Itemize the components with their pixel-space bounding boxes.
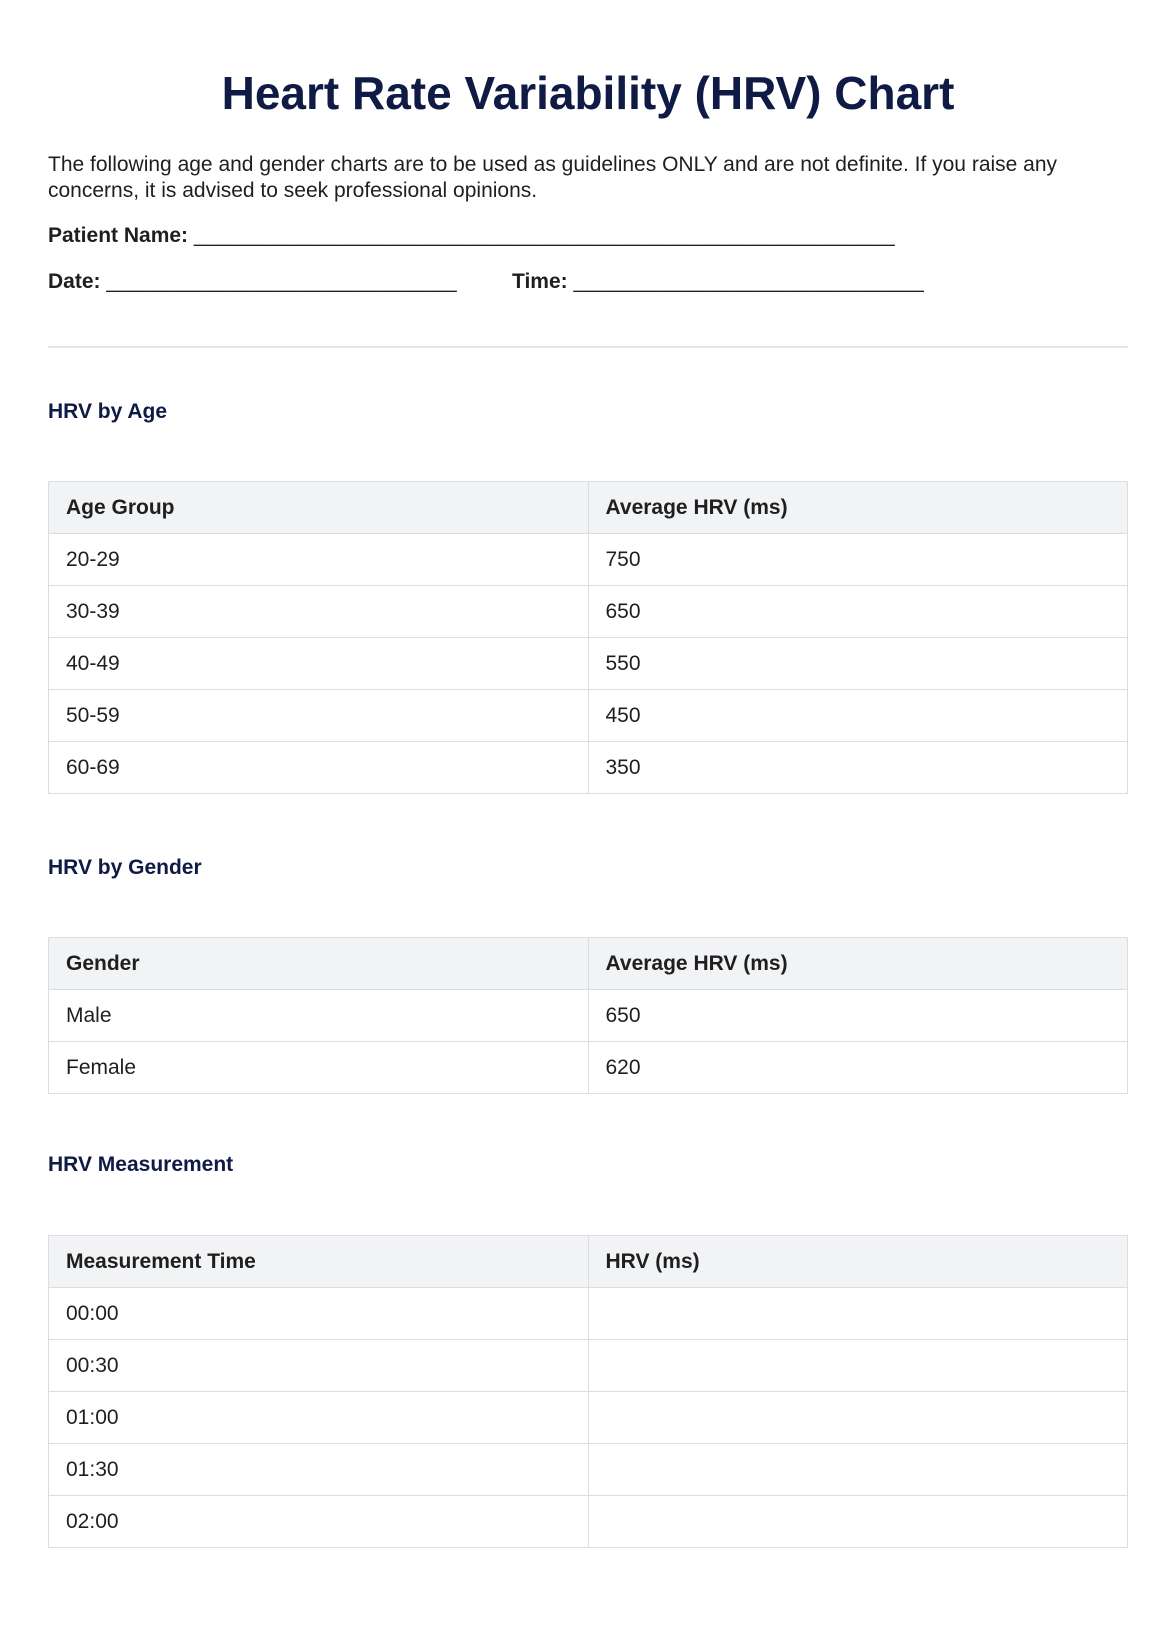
date-blank[interactable]: ______________________________ [106, 270, 457, 293]
table-cell: 550 [588, 638, 1128, 690]
patient-name-label: Patient Name: [48, 224, 189, 247]
time-label: Time: [512, 270, 568, 293]
table-cell[interactable] [588, 1288, 1128, 1340]
table-cell: 60-69 [49, 742, 589, 794]
table-cell: 00:00 [49, 1288, 589, 1340]
table-cell: 01:00 [49, 1392, 589, 1444]
table-cell: Male [49, 990, 589, 1042]
table-row [49, 1392, 1128, 1444]
table-row [49, 1042, 1128, 1094]
table-row [49, 1444, 1128, 1496]
table-row [49, 742, 1128, 794]
table-row [49, 990, 1128, 1042]
table-cell: 50-59 [49, 690, 589, 742]
patient-name-field[interactable] [48, 224, 895, 248]
table-cell: 40-49 [49, 638, 589, 690]
time-field[interactable] [512, 270, 924, 294]
page-title: Heart Rate Variability (HRV) Chart [221, 67, 955, 119]
time-blank[interactable]: ______________________________ [573, 270, 924, 293]
table-cell: 20-29 [49, 534, 589, 586]
measurement-table [48, 1235, 1128, 1548]
age-table [48, 481, 1128, 794]
table-cell[interactable] [588, 1340, 1128, 1392]
table-cell: 650 [588, 990, 1128, 1042]
table-cell: 450 [588, 690, 1128, 742]
section-heading-measurement: HRV Measurement [48, 1153, 234, 1176]
date-label: Date: [48, 270, 101, 293]
column-header: Gender [49, 938, 589, 990]
column-header: Age Group [49, 482, 589, 534]
column-header: Average HRV (ms) [588, 482, 1128, 534]
column-header: Measurement Time [49, 1236, 589, 1288]
table-cell: 02:00 [49, 1496, 589, 1548]
table-row [49, 1340, 1128, 1392]
table-cell: 00:30 [49, 1340, 589, 1392]
table-cell[interactable] [588, 1444, 1128, 1496]
column-header: Average HRV (ms) [588, 938, 1128, 990]
table-cell: 01:30 [49, 1444, 589, 1496]
patient-name-blank[interactable]: ____________________________________________________________ [193, 224, 895, 247]
table-row [49, 534, 1128, 586]
divider [48, 346, 1128, 348]
table-header-row [49, 938, 1128, 990]
table-cell[interactable] [588, 1496, 1128, 1548]
table-header-row [49, 482, 1128, 534]
table-cell: 30-39 [49, 586, 589, 638]
table-cell: 620 [588, 1042, 1128, 1094]
table-cell[interactable] [588, 1392, 1128, 1444]
table-cell: Female [49, 1042, 589, 1094]
intro-text: The following age and gender charts are to be used as guidelines ONLY and are not definite. If you raise any concerns, it is advised to seek professional opinions. [48, 153, 1058, 202]
table-cell: 350 [588, 742, 1128, 794]
table-row [49, 1288, 1128, 1340]
table-row [49, 586, 1128, 638]
section-heading-age: HRV by Age [48, 400, 168, 423]
table-row [49, 1496, 1128, 1548]
section-heading-gender: HRV by Gender [48, 856, 202, 879]
table-header-row [49, 1236, 1128, 1288]
table-row [49, 690, 1128, 742]
column-header: HRV (ms) [588, 1236, 1128, 1288]
table-cell: 650 [588, 586, 1128, 638]
gender-table [48, 937, 1128, 1094]
table-cell: 750 [588, 534, 1128, 586]
table-row [49, 638, 1128, 690]
date-field[interactable] [48, 270, 457, 294]
